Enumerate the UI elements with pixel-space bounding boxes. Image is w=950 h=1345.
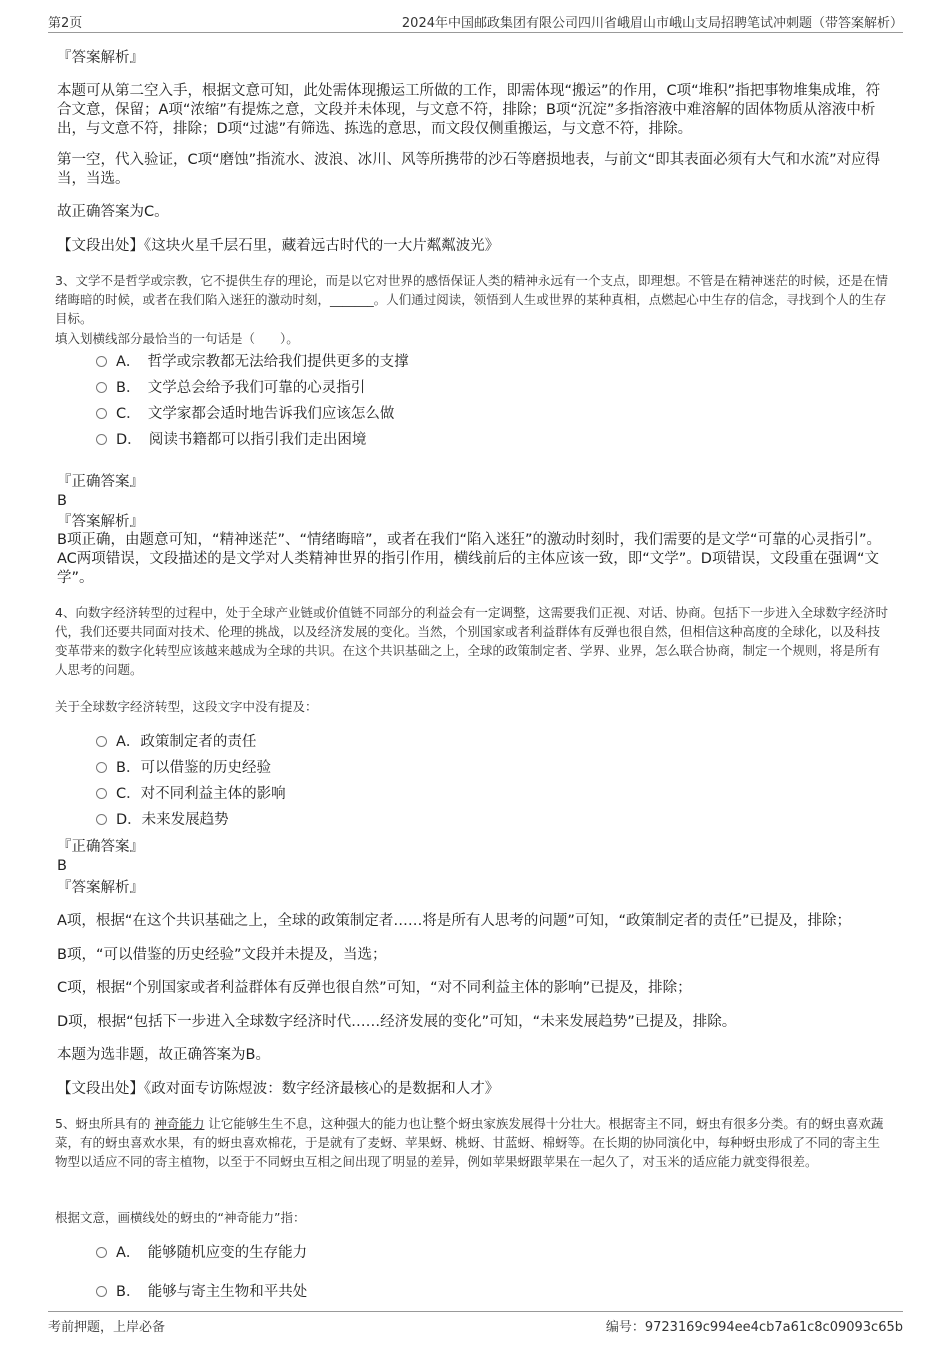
q2-analysis-label: 『答案解析』 [57, 50, 144, 66]
q4-analysis-c: C项，根据“个别国家或者利益群体有反弹也很自然”可知，“对不同利益主体的影响”已提及，排除； [57, 980, 692, 996]
q5-underlined-term: 神奇能力 [154, 1116, 205, 1131]
q3-answer: B [57, 493, 67, 509]
radio-icon[interactable] [96, 1247, 107, 1258]
document-title: 2024年中国邮政集团有限公司四川省峨眉山市峨山支局招聘笔试冲刺题（带答案解析） [401, 16, 903, 31]
page-header [48, 10, 903, 33]
radio-icon[interactable] [96, 762, 107, 773]
q3-analysis-label: 『答案解析』 [57, 514, 144, 530]
q4-answer: B [57, 858, 67, 874]
q4-option-a[interactable]: A．政策制定者的责任 [96, 731, 256, 753]
q4-conclusion: 本题为选非题，故正确答案为B。 [57, 1047, 270, 1063]
q4-analysis-a: A项，根据“在这个共识基础之上，全球的政策制定者……将是所有人思考的问题”可知，“政策制定者的责任”已提及，排除； [57, 913, 851, 929]
radio-icon[interactable] [96, 814, 107, 825]
radio-icon[interactable] [96, 1286, 107, 1297]
radio-icon[interactable] [96, 736, 107, 747]
q3-option-c[interactable]: C． 文学家都会适时地告诉我们应该怎么做 [96, 403, 394, 425]
q3-prompt: 填入划横线部分最恰当的一句话是（ ）。 [55, 331, 299, 346]
q4-source: 【文段出处】《政对面专访陈煜波：数字经济最核心的是数据和人才》 [57, 1081, 500, 1097]
q3-answer-label: 『正确答案』 [57, 474, 144, 490]
q5-stem: 5、蚜虫所具有的 神奇能力 让它能够生生不息，这种强大的能力也让整个蚜虫家族发展得十分壮大。根据寄主不同，蚜虫有很多分类。有的蚜虫喜欢蔬菜，有的蚜虫喜欢水果，有的蚜虫喜欢棉花，于是就有了麦蚜、苹果蚜、桃蚜、甘蓝蚜、棉蚜等。在长期的协同演化中，每种蚜虫形成了不同的寄主生物型以适应不同的寄主植物，以至于不同蚜虫互相之间出现了明显的差异，例如苹果蚜跟苹果在一起久了，对玉米的适应能力就变得很差。 [55, 1116, 884, 1169]
radio-icon[interactable] [96, 434, 107, 445]
q3-option-d[interactable]: D． 阅读书籍都可以指引我们走出困境 [96, 429, 366, 451]
page-footer [48, 1311, 903, 1334]
document-id: 编号：9723169c994ee4cb7a61c8c09093c65b [605, 1320, 903, 1335]
q2-analysis-para-2: 第一空，代入验证，C项“磨蚀”指流水、波浪、冰川、风等所携带的沙石等磨损地表，与前文“即其表面必须有大气和水流”对应得当，当选。 [57, 152, 881, 187]
q4-option-c[interactable]: C．对不同利益主体的影响 [96, 783, 286, 805]
q3-stem: 3、文学不是哲学或宗教，它不提供生存的理论，而是以它对世界的感悟保证人类的精神永远有一个支点，即理想。不管是在精神迷茫的时候，还是在情绪晦暗的时候，或者在我们陷入迷狂的激动时刻，_______。人们通过阅读，领悟到人生或世界的某种真相，点燃起心中生存的信念，寻找到个人的生存目标。 [55, 273, 888, 326]
q3-option-b[interactable]: B． 文学总会给予我们可靠的心灵指引 [96, 377, 365, 399]
radio-icon[interactable] [96, 382, 107, 393]
q5-option-b[interactable]: B． 能够与寄主生物和平共处 [96, 1281, 307, 1303]
q2-source: 【文段出处】《这块火星千层石里，藏着远古时代的一大片粼粼波光》 [57, 238, 500, 254]
q4-prompt: 关于全球数字经济转型，这段文字中没有提及： [55, 699, 318, 714]
q4-analysis-label: 『答案解析』 [57, 880, 144, 896]
radio-icon[interactable] [96, 356, 107, 367]
q4-answer-label: 『正确答案』 [57, 839, 144, 855]
q3-option-a[interactable]: A． 哲学或宗教都无法给我们提供更多的支撑 [96, 351, 409, 373]
q4-stem: 4、向数字经济转型的过程中，处于全球产业链或价值链不同部分的利益会有一定调整，这需要我们正视、对话、协商。包括下一步进入全球数字经济时代，我们还要共同面对技术、伦理的挑战，以及经济发展的变化。当然，个别国家或者利益群体有反弹也很自然，但相信这种高度的全球化，以及科技变革带来的数字化转型应该越来越成为全球的共识。在这个共识基础之上，全球的政策制定者、学界、业界，怎么联合协商，制定一个规则，将是所有人思考的问题。 [55, 605, 888, 677]
q5-prompt: 根据文意，画横线处的蚜虫的“神奇能力”指： [55, 1210, 306, 1225]
q3-analysis: B项正确，由题意可知，“精神迷茫”、“情绪晦暗”，或者在我们“陷入迷狂”的激动时刻时，我们需要的是文学“可靠的心灵指引”。AC两项错误，文段描述的是文学对人类精神世界的指引作用，横线前后的主体应该一致，即“文学”。D项错误，文段重在强调“文学”。 [57, 532, 882, 586]
radio-icon[interactable] [96, 408, 107, 419]
q4-analysis-b: B项，“可以借鉴的历史经验”文段并未提及，当选； [57, 947, 387, 963]
q2-conclusion: 故正确答案为C。 [57, 204, 169, 220]
q2-analysis-para-1: 本题可从第二空入手，根据文意可知，此处需体现搬运工所做的工作，即需体现“搬运”的作用，C项“堆积”指把事物堆集成堆，符合文意，保留；A项“浓缩”有提炼之意，文段并未体现，与文意不符，排除；B项“沉淀”多指溶液中难溶解的固体物质从溶液中析出，与文意不符，排除；D项“过滤”有筛选、拣选的意思，而文段仅侧重搬运，与文意不符，排除。 [57, 83, 881, 137]
q5-option-a[interactable]: A． 能够随机应变的生存能力 [96, 1242, 307, 1264]
q4-option-d[interactable]: D．未来发展趋势 [96, 809, 229, 831]
q4-analysis-d: D项，根据“包括下一步进入全球数字经济时代……经济发展的变化”可知，“未来发展趋势”已提及，排除。 [57, 1014, 737, 1030]
page-number: 第2页 [48, 16, 83, 31]
radio-icon[interactable] [96, 788, 107, 799]
q4-option-b[interactable]: B．可以借鉴的历史经验 [96, 757, 271, 779]
footer-slogan: 考前押题，上岸必备 [48, 1320, 166, 1335]
